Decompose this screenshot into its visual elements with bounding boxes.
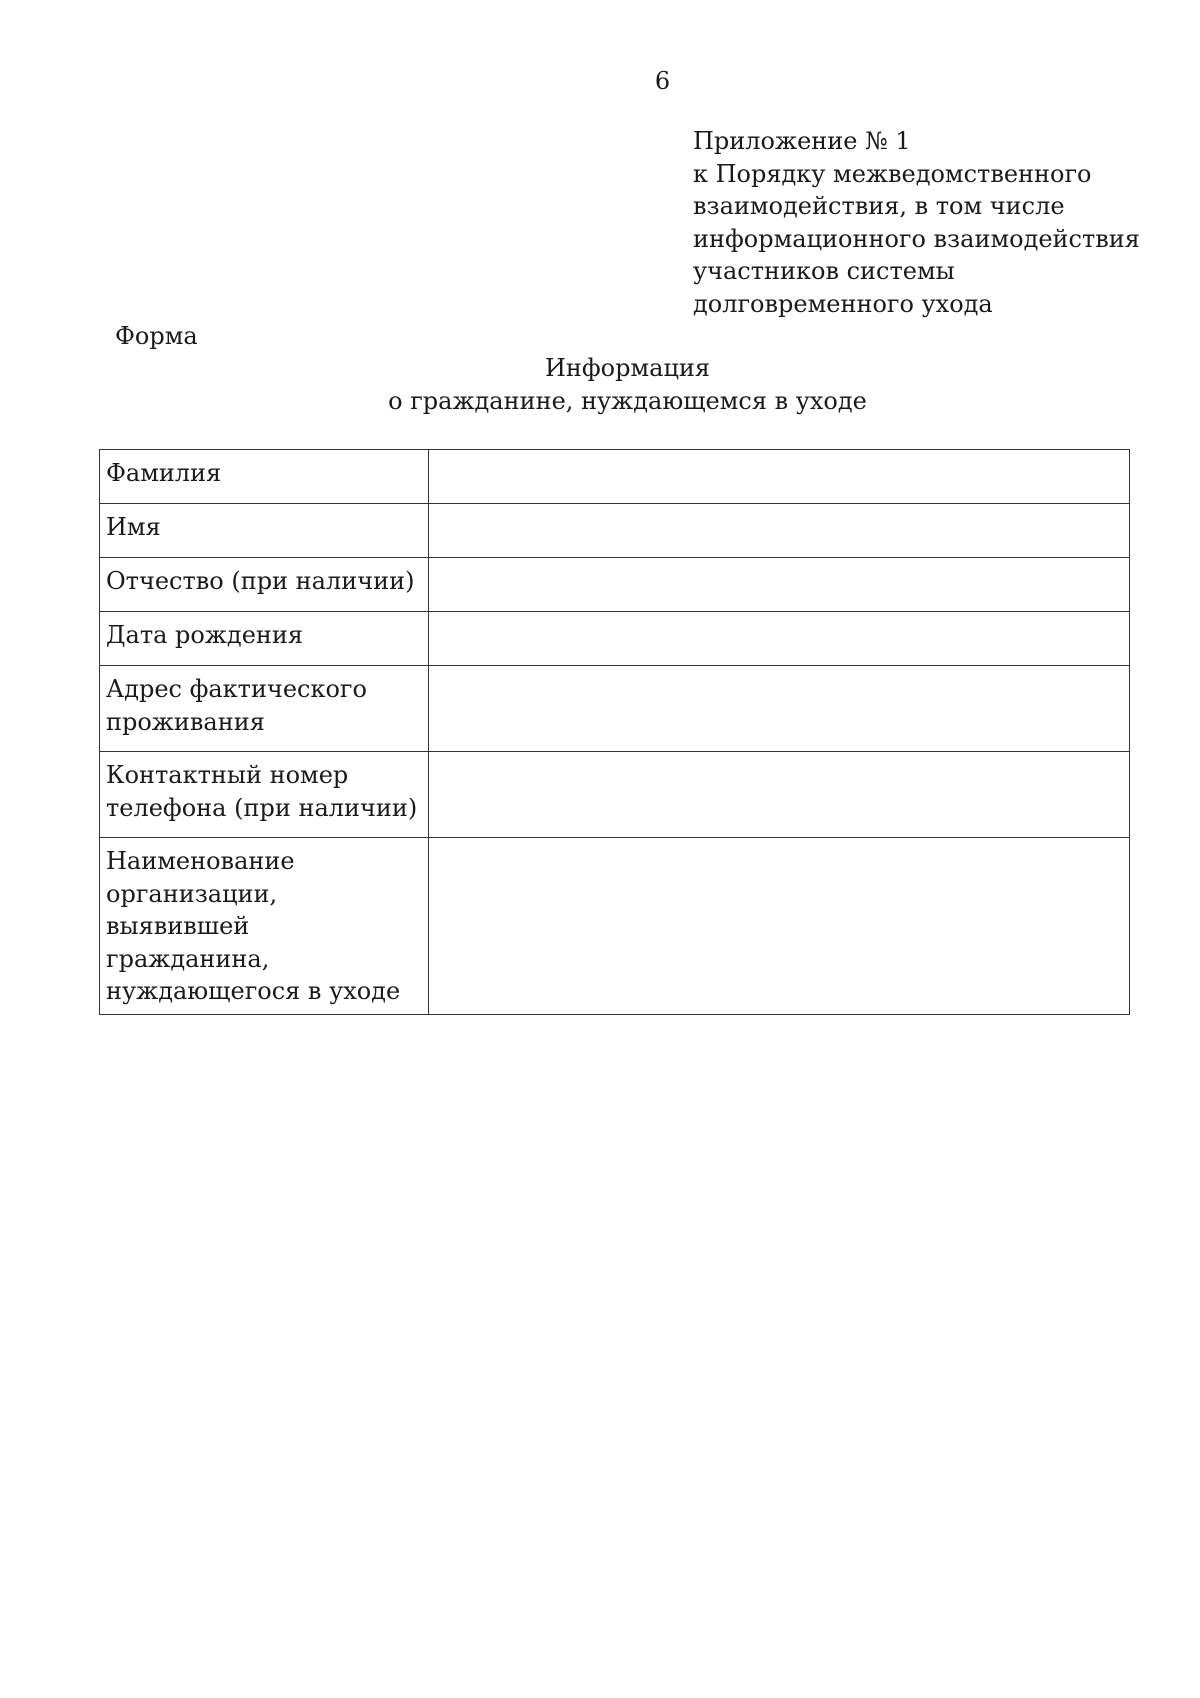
appendix-line: к Порядку межведомственного	[693, 159, 1092, 188]
value-field-birth-date[interactable]	[429, 612, 1130, 666]
value-field-name[interactable]	[429, 504, 1130, 558]
form-label: Форма	[115, 322, 198, 350]
value-field-phone[interactable]	[429, 752, 1130, 838]
title-line-1: Информация	[544, 354, 711, 382]
row-label-organization	[100, 838, 429, 1015]
appendix-line: долговременного ухода	[693, 289, 993, 318]
row-label-birth-date: Дата рождения	[100, 612, 429, 666]
value-field-organization[interactable]	[429, 838, 1130, 1015]
label-line: нуждающегося в уходе	[106, 977, 401, 1005]
citizen-info-table	[99, 449, 1130, 1015]
row-label-phone	[100, 752, 429, 838]
appendix-line: информационного взаимодействия	[693, 224, 1140, 253]
table-row	[100, 752, 1130, 838]
appendix-header	[693, 125, 1173, 320]
label-line: проживания	[106, 707, 265, 736]
label-line: организации, выявившей	[106, 879, 278, 940]
row-label-address	[100, 666, 429, 752]
appendix-line: Приложение № 1	[693, 127, 911, 155]
title-line-2: о гражданине, нуждающемся в уходе	[388, 386, 867, 415]
table-row	[100, 558, 1130, 612]
table-row	[100, 838, 1130, 1015]
value-field-address[interactable]	[429, 666, 1130, 752]
table-row	[100, 666, 1130, 752]
table-row	[100, 450, 1130, 504]
label-line: Контактный номер	[106, 761, 349, 789]
row-label-patronymic: Отчество (при наличии)	[100, 558, 429, 612]
appendix-line: участников системы	[693, 257, 955, 285]
page-number: 6	[654, 67, 671, 95]
label-line: Адрес фактического	[106, 675, 367, 703]
label-line: Наименование	[106, 847, 295, 875]
appendix-line: взаимодействия, в том числе	[693, 192, 1065, 220]
row-label-surname: Фамилия	[100, 450, 429, 504]
document-title	[0, 352, 1200, 417]
label-line: телефона (при наличии)	[106, 793, 418, 822]
table-row	[100, 504, 1130, 558]
value-field-surname[interactable]	[429, 450, 1130, 504]
row-label-name: Имя	[100, 504, 429, 558]
table-row	[100, 612, 1130, 666]
label-line: гражданина,	[106, 944, 270, 973]
value-field-patronymic[interactable]	[429, 558, 1130, 612]
